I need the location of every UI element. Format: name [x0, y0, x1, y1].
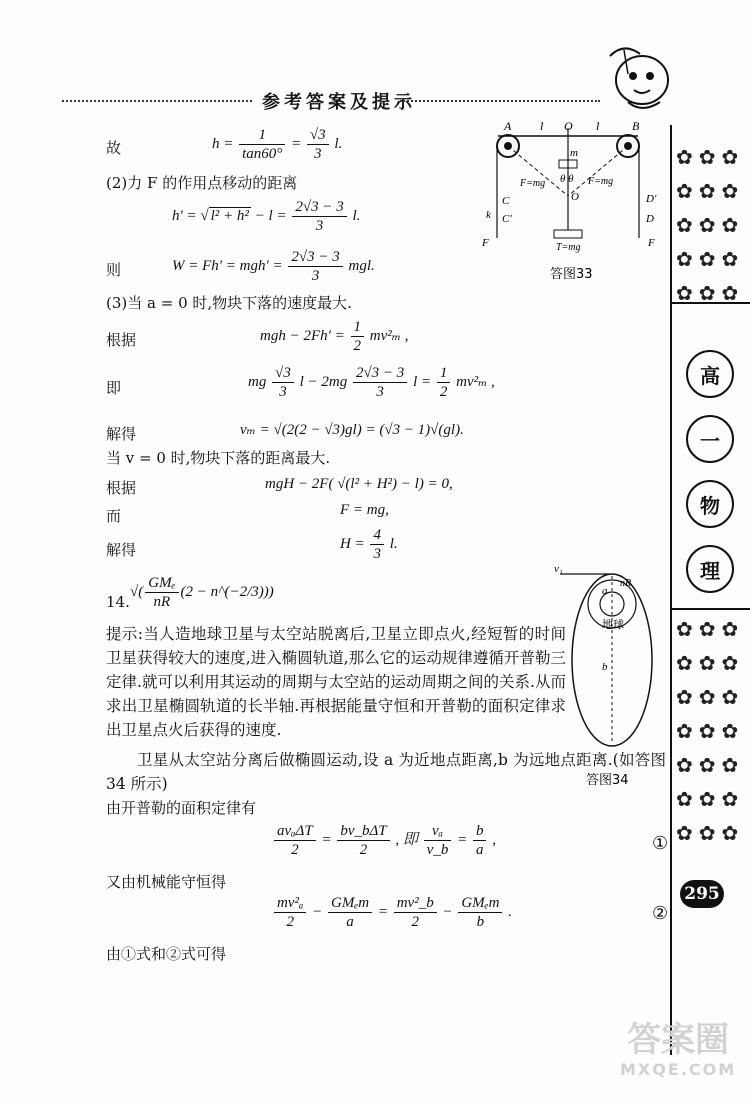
flower-block-bottom: ✿✿✿ ✿✿✿ ✿✿✿ ✿✿✿ ✿✿✿ ✿✿✿ ✿✿✿ [676, 617, 745, 845]
fig33-caption: 答图33 [550, 267, 593, 282]
label-genju-1: 根据 [106, 331, 137, 349]
fig33-label-F-right: F [648, 237, 655, 249]
figure-34 [540, 560, 670, 790]
mascot-icon [600, 40, 680, 115]
equation-hprime: h′ = √ l² + h² − l = $\frac{2√3 - 3}{3}$ l. [172, 199, 361, 234]
paragraph-ellipse: 卫星从太空站分离后做椭圆运动,设 a 为近地点距离,b 为远地点距离.(如答图34 所示) [106, 751, 666, 793]
hint-paragraph: 提示:当人造地球卫星与太空站脱离后,卫星立即点火,经短暂的时间卫星获得较大的速度,进入椭圆轨道,那么它的运动规律遵循开普勒三定律.就可以利用其运动的周期与太空站的运动周期之间的关系.从而求出卫星椭圆轨道的长半轴.再根据能量守恒和开普勒的面积定律求出卫星点火后获得的速度. [106, 625, 566, 739]
fig34-label-nR: nR [620, 578, 632, 589]
watermark-title: 答案圈 [627, 1020, 730, 1060]
fig33-label-O2: O [571, 191, 579, 203]
label-gu: 故 [106, 139, 122, 157]
fig33-label-O: O [564, 119, 573, 133]
equation-vm: vₘ = √(2(2 − √3)gl) = (√3 − 1)√(gl). [240, 422, 464, 438]
fig34-label-a: a [602, 585, 608, 597]
fig34-label-v1: v₁ [554, 563, 563, 575]
line-part3: (3)当 a = 0 时,物块下落的速度最大. [106, 294, 352, 312]
fig34-label-b: b [602, 661, 608, 673]
label-genju-2: 根据 [106, 479, 137, 497]
fig33-label-l1: l [540, 119, 544, 133]
watermark-url: MXQE.COM [620, 1060, 737, 1079]
header-title: 参考答案及提示 [262, 92, 416, 113]
fig33-label-k: k [486, 209, 491, 221]
line-from12: 由①式和②式可得 [106, 945, 227, 963]
fig33-label-C: C [502, 195, 510, 207]
header-rule-right [400, 100, 600, 102]
line-kepler: 由开普勒的面积定律有 [106, 799, 257, 817]
header-rule-left [62, 100, 252, 102]
label-ze: 则 [106, 261, 122, 279]
fig33-label-fmg-right: F=mg [588, 176, 614, 187]
fig34-label-earth: 地球 [602, 618, 624, 631]
sidebar-divider-1 [672, 302, 750, 304]
line-v0: 当 v = 0 时,物块下落的距离最大. [106, 449, 331, 467]
sidebar-char-1: 高 [686, 350, 734, 398]
page-number-badge [680, 880, 724, 908]
sidebar-char-2: 一 [686, 415, 734, 463]
fig33-label-fmg-left: F=mg [520, 178, 546, 189]
watermark [620, 1020, 736, 1079]
fig33-label-F-left: F [482, 237, 489, 249]
fig33-label-m: m [570, 147, 578, 159]
equation-w: W = Fh′ = mgh′ = $\frac{2√3 - 3}{3}$ mgl. [172, 249, 375, 284]
label-ji: 即 [106, 379, 122, 397]
fig33-label-theta: θ θ [560, 173, 574, 185]
label-jiede-1: 解得 [106, 425, 137, 443]
sidebar-rule [670, 125, 672, 1055]
figure-33 [478, 118, 668, 286]
fig34-caption: 答图34 [586, 773, 629, 788]
flower-block-top: ✿✿✿ ✿✿✿ ✿✿✿ ✿✿✿ ✿✿✿ [676, 145, 745, 305]
equation-H: H = $\frac{4}{3}$ l. [340, 527, 398, 562]
equation-tag-2: ② [652, 903, 669, 924]
label-jiede-2: 解得 [106, 541, 137, 559]
question-14-answer: √( $\frac{\text{GMₑ}}{nR}$ (2 − n^(−2/3))) [130, 575, 274, 610]
equation-kepler: $\frac{\text{avₐΔT}}{2}$ = $\frac{\text{bv\_bΔT}}{2}$ , 即 $\frac{\text{vₐ}}{v\_b}$ = $\frac{b}{a}$ , [272, 822, 496, 859]
sidebar-char-4: 理 [686, 545, 734, 593]
equation-energy-1: mgh − 2Fh′ = $\frac{1}{2}$ mv²ₘ , [260, 319, 409, 354]
fig33-label-C2: C′ [502, 213, 512, 225]
equation-h: h = $\frac{1}{\tan 60^\circ}$ = $\frac{√3}{3}$ l. [212, 127, 343, 162]
equation-fmg: F = mg, [340, 502, 389, 518]
fig33-label-T: T=mg [556, 242, 581, 253]
question-14-number: 14. [106, 593, 130, 611]
equation-energy-conservation: $\frac{\text{mv²ₐ}}{2}$ − $\frac{\text{GMₑm}}{a}$ = $\frac{\text{mv²\_b}}{2}$ − $\frac{\text{GMₑm}}{b}$ . [272, 894, 512, 931]
page-number: 295 [684, 884, 720, 904]
equation-energy-2: mg $\frac{√3}{3}$ l − 2mg $\frac{2√3 - 3}{3}$ l = $\frac{1}{2}$ mv²ₘ , [248, 365, 495, 400]
fig33-label-A: A [504, 119, 512, 133]
fig33-label-l2: l [596, 119, 600, 133]
line-energy: 又由机械能守恒得 [106, 873, 227, 891]
sidebar-divider-2 [672, 608, 750, 610]
label-er: 而 [106, 507, 122, 525]
fig33-label-B: B [632, 119, 640, 133]
equation-tag-1: ① [652, 833, 669, 854]
equation-energy-3: mgH − 2F( √(l² + H²) − l) = 0, [265, 476, 453, 492]
sidebar-char-3: 物 [686, 480, 734, 528]
fig33-label-D: D [646, 213, 654, 225]
fig33-label-D-prime: D′ [646, 193, 657, 205]
line-part2: (2)力 F 的作用点移动的距离 [106, 174, 298, 192]
